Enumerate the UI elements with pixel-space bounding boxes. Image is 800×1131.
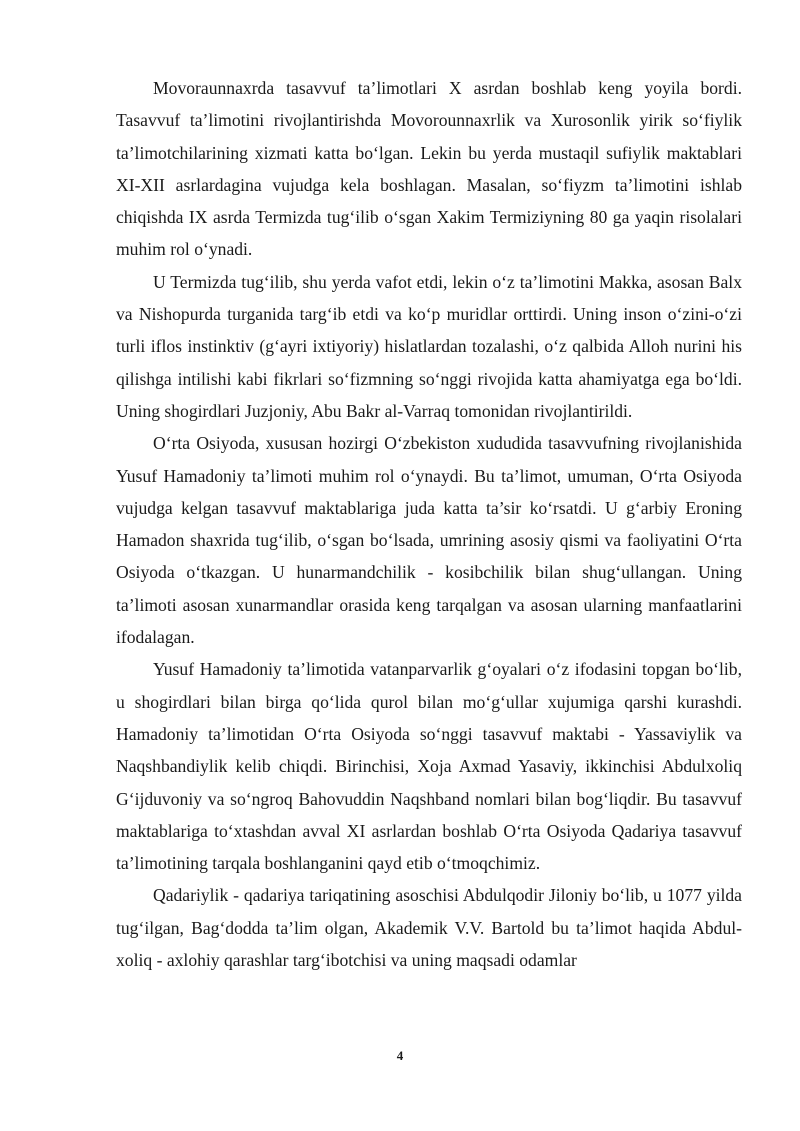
paragraph-4: Yusuf Hamadoniy ta’limotida vatanparvarlik g‘oyalari o‘z ifodasini topgan bo‘lib, u shogirdlari bilan birga qo‘lida qurol bilan mo‘g‘ullar xujumiga qarshi kurashdi. Hamadoniy ta’limotidan O‘rta Osiyoda so‘nggi tasavvuf maktabi - Yassaviylik va Naqshbandiylik kelib chiqdi. Birinchisi, Xoja Axmad Yasaviy, ikkinchisi Abdulxoliq G‘ijduvoniy va so‘ngroq Bahovuddin Naqshband nomlari bilan bog‘liqdir. Bu tasavvuf maktablariga to‘xtashdan avval XI asrlardan boshlab O‘rta Osiyoda Qadariya tasavvuf ta’limotining tarqala boshlanganini qayd etib o‘tmoqchimiz. (116, 659, 742, 874)
paragraph-2: U Termizda tug‘ilib, shu yerda vafot etdi, lekin o‘z ta’limotini Makka, asosan Balx va Nishopurda turganida targ‘ib etdi va ko‘p muridlar orttirdi. Uning inson o‘zini-o‘zi turli iflos instinktiv (g‘ayri ixtiyoriy) hislatlardan tozalashi, o‘z qalbida Alloh nurini his qilishga intilishi kabi fikrlari so‘fizmning so‘nggi rivojida katta ahamiyatga ega bo‘ldi. Uning shogirdlari Juzjoniy, Abu Bakr al-Varraq tomonidan rivojlantirildi. (116, 271, 742, 421)
page-number: 4 (396, 1048, 404, 1063)
paragraph-1: Movoraunnaxrda tasavvuf ta’limotlari X asrdan boshlab keng yoyila bordi. Tasavvuf ta’limotini rivojlantirishda Movorounnaxrlik va Xurosonlik yirik so‘fiylik ta’limotchilarining xizmati katta bo‘lgan. Lekin bu yerda mustaqil sufiylik maktablari XI-XII asrlardagina vujudga kela boshlagan. Masalan, so‘fiyzm ta’limotini ishlab chiqishda IX asrda Termizda tug‘ilib o‘sgan Xakim Termiziyning 80 ga yaqin risolalari muhim rol o‘ynadi. (116, 78, 742, 260)
document-body (116, 72, 742, 976)
paragraph-3: O‘rta Osiyoda, xususan hozirgi O‘zbekiston xududida tasavvufning rivojlanishida Yusuf Hamadoniy ta’limoti muhim rol o‘ynaydi. Bu ta’limot, umuman, O‘rta Osiyoda vujudga kelgan tasavvuf maktablariga juda katta ta’sir ko‘rsatdi. U g‘arbiy Eroning Hamadon shaxrida tug‘ilib, o‘sgan bo‘lsada, umrining asosiy qismi va faoliyatini O‘rta Osiyoda o‘tkazgan. U hunarmandchilik - kosibchilik bilan shug‘ullangan. Uning ta’limoti asosan xunarmandlar orasida keng tarqalgan va asosan ularning manfaatlarini ifodalagan. (116, 433, 742, 648)
paragraph-5: Qadariylik - qadariya tariqatining asoschisi Abdulqodir Jiloniy bo‘lib, u 1077 yilda tug‘ilgan, Bag‘dodda ta’lim olgan, Akademik V.V. Bartold bu ta’limot haqida Abdul-xoliq - axlohiy qarashlar targ‘ibotchisi va uning maqsadi odamlar (116, 885, 742, 971)
